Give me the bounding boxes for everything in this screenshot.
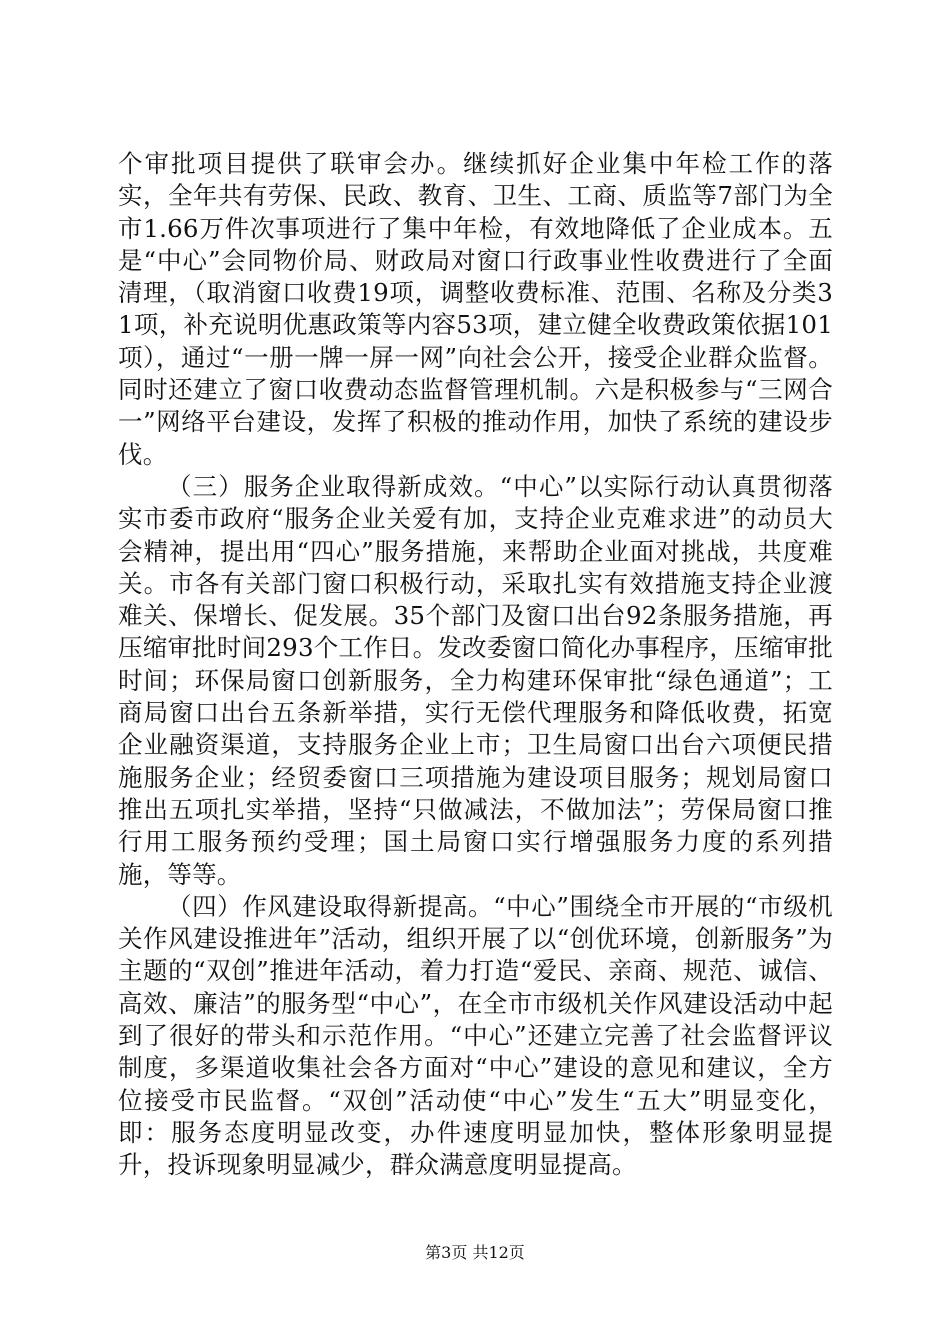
paragraph-section-4: （四）作风建设取得新提高。“中心”围绕全市开展的“市级机关作风建设推进年”活动，组织开展了以“创优环境，创新服务”为主题的“双创”推进年活动，着力打造“爱民、亲商、规范、诚信、高效、廉洁”的服务型“中心”，在全市市级机关作风建设活动中起到了很好的带头和示范作用。“中心”还建立完善了社会监督评议制度，多渠道收集社会各方面对“中心”建设的意见和建议，全方位接受市民监督。“双创”活动使“中心”发生“五大”明显变化，即：服务态度明显改变，办件速度明显加快，整体形象明显提升，投诉现象明显减少，群众满意度明显提高。 bbox=[118, 891, 833, 1180]
paragraph-section-3: （三）服务企业取得新成效。“中心”以实际行动认真贯彻落实市委市政府“服务企业关爱有加，支持企业克难求进”的动员大会精神，提出用“四心”服务措施，来帮助企业面对挑战，共度难关。市各有关部门窗口积极行动，采取扎实有效措施支持企业渡难关、保增长、促发展。35个部门及窗口出台92条服务措施，再压缩审批时间293个工作日。发改委窗口简化办事程序，压缩审批时间；环保局窗口创新服务，全力构建环保审批“绿色通道”；工商局窗口出台五条新举措，实行无偿代理服务和降低收费，拓宽企业融资渠道，支持服务企业上市；卫生局窗口出台六项便民措施服务企业；经贸委窗口三项措施为建设项目服务；规划局窗口推出五项扎实举措，坚持“只做减法，不做加法”；劳保局窗口推行用工服务预约受理；国土局窗口实行增强服务力度的系列措施，等等。 bbox=[118, 471, 833, 889]
page-footer: 第3页 共12页 bbox=[425, 1243, 525, 1262]
document-body bbox=[118, 148, 833, 1182]
paragraph-continuation: 个审批项目提供了联审会办。继续抓好企业集中年检工作的落实，全年共有劳保、民政、教育、卫生、工商、质监等7部门为全市1.66万件次事项进行了集中年检，有效地降低了企业成本。五是“中心”会同物价局、财政局对窗口行政事业性收费进行了全面清理，（取消窗口收费19项，调整收费标准、范围、名称及分类31项，补充说明优惠政策等内容53项，建立健全收费政策依据101项），通过“一册一牌一屏一网”向社会公开，接受企业群众监督。同时还建立了窗口收费动态监督管理机制。六是积极参与“三网合一”网络平台建设，发挥了积极的推动作用，加快了系统的建设步伐。 bbox=[118, 149, 833, 469]
